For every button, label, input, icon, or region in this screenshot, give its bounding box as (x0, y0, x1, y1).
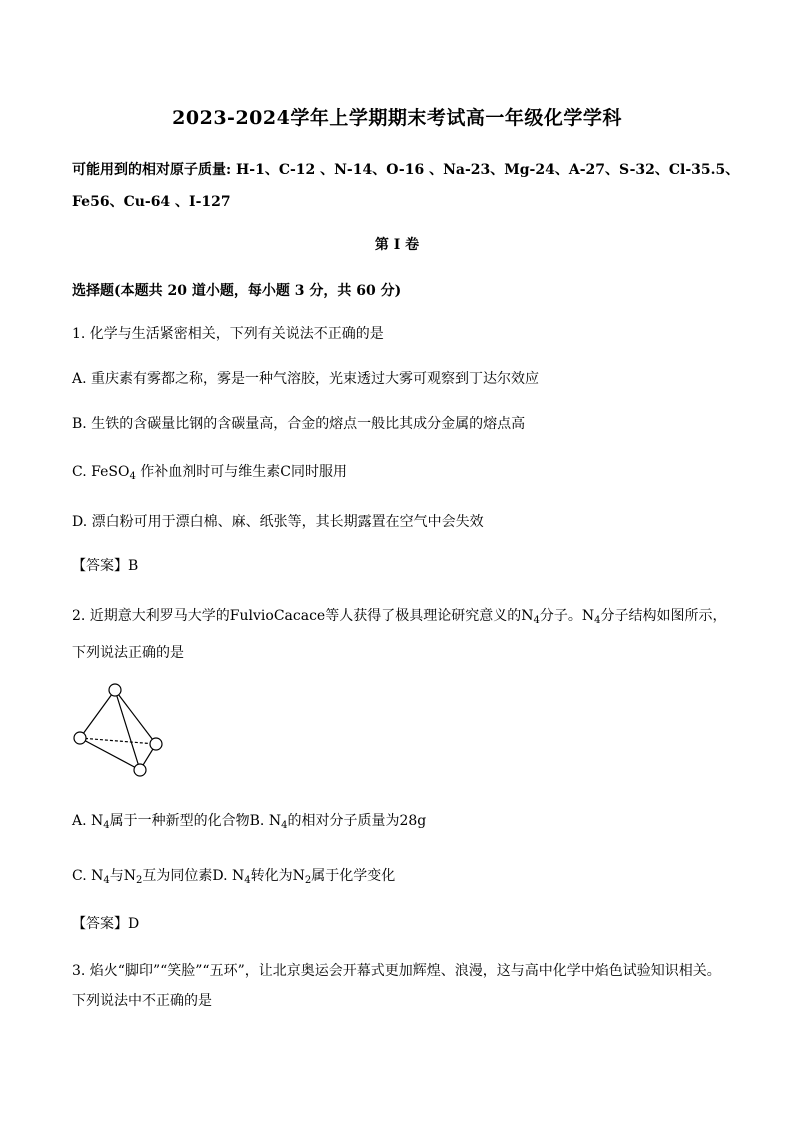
nitrogen-atom (109, 684, 121, 696)
question-2-answer: 【答案】D (72, 916, 140, 932)
question-1-option-c (72, 461, 347, 481)
question-1-option-d: D. 漂白粉可用于漂白棉、麻、纸张等，其长期露置在空气中会失效 (72, 514, 484, 530)
volume-heading: 第 I 卷 (374, 237, 420, 253)
question-2-options-cd: C. $N_4$与$N_2$互为同位素D. $N_4$转化为$N_2$属于化学变化 (72, 868, 396, 886)
question-2-stem-line-2: 下列说法正确的是 (72, 645, 184, 661)
question-1-option-b: B. 生铁的含碳量比钢的含碳量高，合金的熔点一般比其成分金属的熔点高 (72, 416, 526, 432)
atomic-masses-line-1: 可能用到的相对原子质量: H-1、C-12 、N-14、O-16 、Na-23、Mg-24、A-27、S-32、Cl-35.5、 (72, 162, 740, 178)
option-c-prefix: C. (72, 464, 92, 480)
bond-edge (80, 690, 115, 738)
question-2-stem-line-1: 2. 近期意大利罗马大学的FulvioCacace等人获得了极具理论研究意义的$N_4$分子。$N_4$分子结构如图所示， (72, 608, 727, 626)
question-1-stem: 1. 化学与生活紧密相关，下列有关说法不正确的是 (72, 326, 384, 342)
hidden-bond-edge (80, 738, 156, 744)
nitrogen-atom (150, 738, 162, 750)
question-3-stem-line-1: 3. 焰火“脚印”“笑脸”“五环”，让北京奥运会开幕式更加辉煌、浪漫，这与高中化学中焰色试验知识相关。 (72, 963, 721, 979)
nitrogen-atom (74, 732, 86, 744)
section-heading: 选择题(本题共 20 道小题，每小题 3 分，共 60 分) (72, 283, 402, 299)
atomic-masses-line-2: Fe56、Cu-64 、I-127 (72, 194, 231, 210)
question-2-options-ab: A. $N_4$属于一种新型的化合物B. $N_4$的相对分子质量为28g (72, 813, 427, 831)
question-1-answer: 【答案】B (72, 558, 139, 574)
feso4-formula: FeSO$_4$ (91, 464, 136, 482)
exam-title: 2023-2024学年上学期期末考试高一年级化学学科 (172, 107, 622, 129)
question-3-stem-line-2: 下列说法中不正确的是 (72, 993, 212, 1009)
n4-tetrahedron-diagram (70, 680, 170, 780)
nitrogen-atom (134, 764, 146, 776)
bond-edge (115, 690, 156, 744)
question-1-option-a: A. 重庆素有雾都之称，雾是一种气溶胶，光束透过大雾可观察到丁达尔效应 (72, 371, 540, 387)
option-c-text: 作补血剂时可与维生素C同时服用 (140, 464, 347, 480)
